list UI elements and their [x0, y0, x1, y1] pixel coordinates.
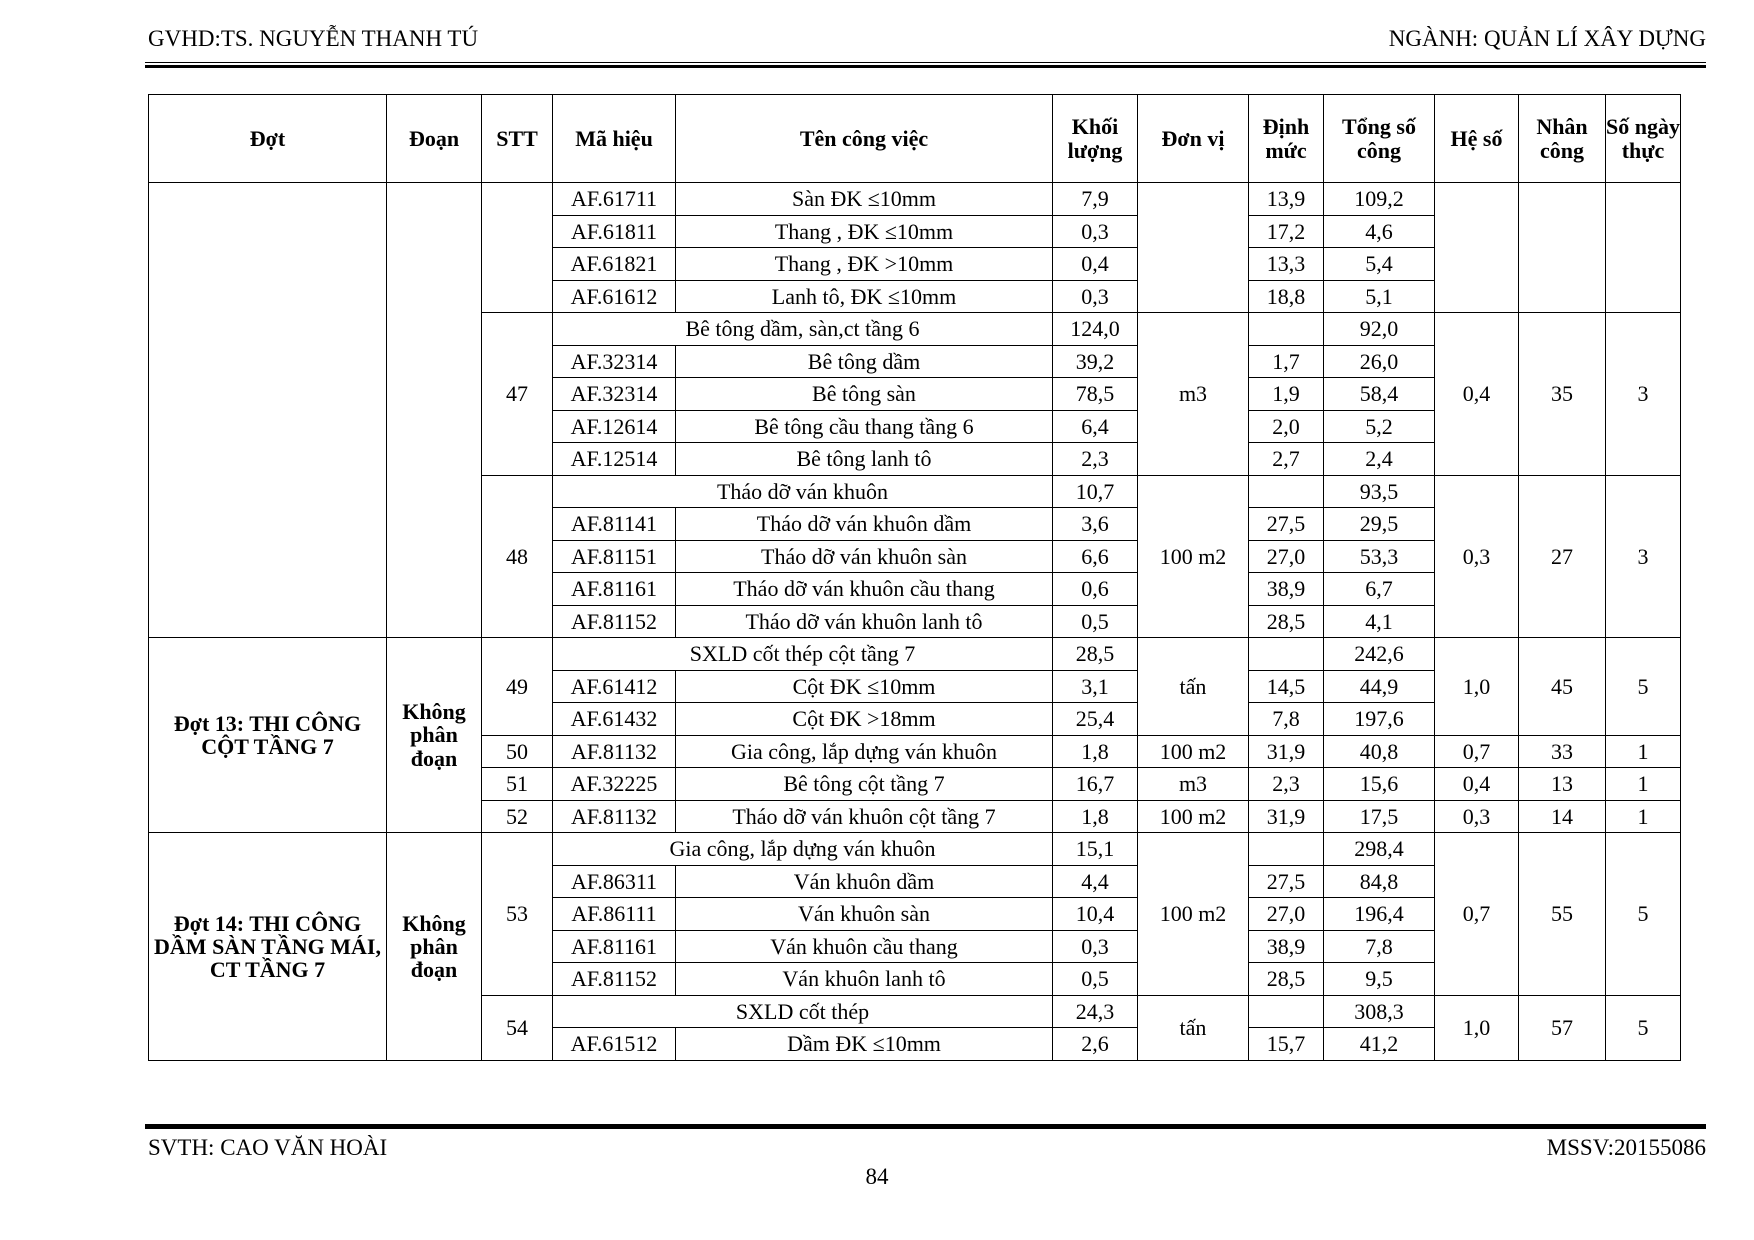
total-cell: 109,2 — [1324, 183, 1435, 216]
code-cell: AF.61512 — [553, 1028, 676, 1061]
quantity-cell: 16,7 — [1053, 768, 1138, 801]
code-cell: AF.81132 — [553, 800, 676, 833]
footer-rule — [145, 1124, 1706, 1129]
unit-cell: 100 m2 — [1138, 735, 1249, 768]
doan-cell: Không phân đoạn — [387, 833, 482, 1061]
norm-cell: 2,0 — [1249, 410, 1324, 443]
unit-cell: 100 m2 — [1138, 800, 1249, 833]
task-cell: Ván khuôn dầm — [676, 865, 1053, 898]
norm-cell: 31,9 — [1249, 800, 1324, 833]
quantity-cell: 0,4 — [1053, 248, 1138, 281]
total-cell: 7,8 — [1324, 930, 1435, 963]
table-header-row — [149, 95, 1681, 183]
code-cell: AF.81132 — [553, 735, 676, 768]
code-cell: AF.32314 — [553, 378, 676, 411]
task-cell: Ván khuôn cầu thang — [676, 930, 1053, 963]
quantity-cell: 6,6 — [1053, 540, 1138, 573]
unit-cell: tấn — [1138, 995, 1249, 1060]
task-cell: Bê tông sàn — [676, 378, 1053, 411]
code-cell: AF.32314 — [553, 345, 676, 378]
quantity-cell: 0,3 — [1053, 280, 1138, 313]
quantity-cell: 3,1 — [1053, 670, 1138, 703]
total-cell: 5,2 — [1324, 410, 1435, 443]
norm-cell: 2,7 — [1249, 443, 1324, 476]
total-cell: 308,3 — [1324, 995, 1435, 1028]
unit-cell: tấn — [1138, 638, 1249, 736]
coef-cell: 1,0 — [1435, 995, 1519, 1060]
total-cell: 26,0 — [1324, 345, 1435, 378]
workers-cell: 27 — [1519, 475, 1606, 638]
stt-cell: 47 — [482, 313, 553, 476]
workers-cell: 55 — [1519, 833, 1606, 996]
norm-cell: 31,9 — [1249, 735, 1324, 768]
days-cell: 1 — [1606, 768, 1681, 801]
group-task-cell: SXLD cốt thép cột tầng 7 — [553, 638, 1053, 671]
quantity-cell: 25,4 — [1053, 703, 1138, 736]
norm-cell: 13,3 — [1249, 248, 1324, 281]
code-cell: AF.61432 — [553, 703, 676, 736]
doan-cell-continued — [387, 183, 482, 638]
code-cell: AF.61612 — [553, 280, 676, 313]
footer-student-id: MSSV:20155086 — [1546, 1135, 1706, 1160]
norm-cell: 28,5 — [1249, 605, 1324, 638]
total-cell: 197,6 — [1324, 703, 1435, 736]
coef-cell: 0,7 — [1435, 735, 1519, 768]
quantity-cell: 2,6 — [1053, 1028, 1138, 1061]
task-cell: Bê tông dầm — [676, 345, 1053, 378]
col-header-days: Số ngày thực — [1606, 95, 1681, 183]
table-row — [149, 183, 1681, 216]
quantity-cell: 0,5 — [1053, 605, 1138, 638]
quantity-cell: 2,3 — [1053, 443, 1138, 476]
total-cell: 2,4 — [1324, 443, 1435, 476]
total-cell: 17,5 — [1324, 800, 1435, 833]
task-cell: Gia công, lắp dựng ván khuôn — [676, 735, 1053, 768]
task-cell: Ván khuôn lanh tô — [676, 963, 1053, 996]
code-cell: AF.81161 — [553, 930, 676, 963]
header-advisor: GVHD:TS. NGUYỄN THANH TÚ — [148, 26, 479, 51]
code-cell: AF.61821 — [553, 248, 676, 281]
total-cell: 5,4 — [1324, 248, 1435, 281]
unit-cell: m3 — [1138, 313, 1249, 476]
col-header-doan: Đoạn — [387, 95, 482, 183]
stt-cell: 53 — [482, 833, 553, 996]
quantity-cell: 7,9 — [1053, 183, 1138, 216]
norm-cell: 27,0 — [1249, 898, 1324, 931]
header-major: NGÀNH: QUẢN LÍ XÂY DỰNG — [1388, 26, 1706, 51]
total-cell: 9,5 — [1324, 963, 1435, 996]
norm-cell: 1,9 — [1249, 378, 1324, 411]
task-cell: Thang , ĐK ≤10mm — [676, 215, 1053, 248]
workers-cell: 35 — [1519, 313, 1606, 476]
days-cell: 5 — [1606, 638, 1681, 736]
quantity-cell: 0,6 — [1053, 573, 1138, 606]
task-cell: Bê tông cột tầng 7 — [676, 768, 1053, 801]
unit-cell: 100 m2 — [1138, 833, 1249, 996]
col-header-stt: STT — [482, 95, 553, 183]
quantity-cell: 24,3 — [1053, 995, 1138, 1028]
coef-cell: 0,4 — [1435, 313, 1519, 476]
col-header-norm: Định mức — [1249, 95, 1324, 183]
norm-cell — [1249, 638, 1324, 671]
task-cell: Tháo dỡ ván khuôn sàn — [676, 540, 1053, 573]
days-cell: 1 — [1606, 735, 1681, 768]
norm-cell: 27,5 — [1249, 865, 1324, 898]
workers-cell: 14 — [1519, 800, 1606, 833]
stt-cell: 54 — [482, 995, 553, 1060]
norm-cell: 15,7 — [1249, 1028, 1324, 1061]
total-cell: 196,4 — [1324, 898, 1435, 931]
code-cell: AF.81152 — [553, 605, 676, 638]
quantity-cell: 6,4 — [1053, 410, 1138, 443]
norm-cell: 17,2 — [1249, 215, 1324, 248]
stt-cell: 50 — [482, 735, 553, 768]
task-cell: Cột ĐK ≤10mm — [676, 670, 1053, 703]
task-cell: Cột ĐK >18mm — [676, 703, 1053, 736]
norm-cell — [1249, 833, 1324, 866]
quantity-cell: 0,3 — [1053, 215, 1138, 248]
coef-cell: 0,3 — [1435, 475, 1519, 638]
code-cell: AF.81152 — [553, 963, 676, 996]
workers-cell: 45 — [1519, 638, 1606, 736]
task-cell: Tháo dỡ ván khuôn lanh tô — [676, 605, 1053, 638]
total-cell: 5,1 — [1324, 280, 1435, 313]
total-cell: 6,7 — [1324, 573, 1435, 606]
total-cell: 242,6 — [1324, 638, 1435, 671]
stt-cell: 52 — [482, 800, 553, 833]
quantity-cell: 15,1 — [1053, 833, 1138, 866]
quantity-cell: 4,4 — [1053, 865, 1138, 898]
code-cell: AF.61711 — [553, 183, 676, 216]
quantity-cell: 10,4 — [1053, 898, 1138, 931]
days-cell: 5 — [1606, 833, 1681, 996]
group-task-cell: SXLD cốt thép — [553, 995, 1053, 1028]
total-cell: 298,4 — [1324, 833, 1435, 866]
col-header-workers: Nhân công — [1519, 95, 1606, 183]
quantity-cell: 0,3 — [1053, 930, 1138, 963]
unit-cell: 100 m2 — [1138, 475, 1249, 638]
task-cell: Ván khuôn sàn — [676, 898, 1053, 931]
code-cell: AF.81151 — [553, 540, 676, 573]
quantity-cell: 0,5 — [1053, 963, 1138, 996]
dot-14-cell: Đợt 14: THI CÔNG DẦM SÀN TẦNG MÁI, CT TẦNG 7 — [149, 833, 387, 1061]
norm-cell — [1249, 995, 1324, 1028]
coef-cell: 0,7 — [1435, 833, 1519, 996]
task-cell: Tháo dỡ ván khuôn dầm — [676, 508, 1053, 541]
dot-13-cell: Đợt 13: THI CÔNG CỘT TẦNG 7 — [149, 638, 387, 833]
col-header-unit: Đơn vị — [1138, 95, 1249, 183]
workers-cell: 57 — [1519, 995, 1606, 1060]
task-cell: Tháo dỡ ván khuôn cầu thang — [676, 573, 1053, 606]
col-header-quantity: Khối lượng — [1053, 95, 1138, 183]
coef-cell: 1,0 — [1435, 638, 1519, 736]
norm-cell: 27,5 — [1249, 508, 1324, 541]
total-cell: 40,8 — [1324, 735, 1435, 768]
total-cell: 84,8 — [1324, 865, 1435, 898]
workers-cell: 13 — [1519, 768, 1606, 801]
code-cell: AF.81161 — [553, 573, 676, 606]
dot-cell-continued — [149, 183, 387, 638]
code-cell: AF.81141 — [553, 508, 676, 541]
total-cell: 53,3 — [1324, 540, 1435, 573]
quantity-cell: 10,7 — [1053, 475, 1138, 508]
code-cell: AF.86311 — [553, 865, 676, 898]
total-cell: 44,9 — [1324, 670, 1435, 703]
norm-cell: 27,0 — [1249, 540, 1324, 573]
group-task-cell: Tháo dỡ ván khuôn — [553, 475, 1053, 508]
norm-cell: 1,7 — [1249, 345, 1324, 378]
quantity-cell: 1,8 — [1053, 735, 1138, 768]
quantity-cell: 1,8 — [1053, 800, 1138, 833]
norm-cell — [1249, 313, 1324, 346]
norm-cell: 38,9 — [1249, 573, 1324, 606]
norm-cell: 38,9 — [1249, 930, 1324, 963]
norm-cell — [1249, 475, 1324, 508]
coef-cell: 0,4 — [1435, 768, 1519, 801]
days-cell: 3 — [1606, 475, 1681, 638]
quantity-cell: 28,5 — [1053, 638, 1138, 671]
coef-cell: 0,3 — [1435, 800, 1519, 833]
quantity-cell: 124,0 — [1053, 313, 1138, 346]
total-cell: 58,4 — [1324, 378, 1435, 411]
total-cell: 92,0 — [1324, 313, 1435, 346]
task-cell: Lanh tô, ĐK ≤10mm — [676, 280, 1053, 313]
total-cell: 4,6 — [1324, 215, 1435, 248]
quantity-cell: 3,6 — [1053, 508, 1138, 541]
task-cell: Bê tông cầu thang tầng 6 — [676, 410, 1053, 443]
days-cell: 1 — [1606, 800, 1681, 833]
col-header-task: Tên công việc — [676, 95, 1053, 183]
task-cell: Dầm ĐK ≤10mm — [676, 1028, 1053, 1061]
table-row-group-summary — [149, 638, 1681, 671]
doan-cell: Không phân đoạn — [387, 638, 482, 833]
norm-cell: 13,9 — [1249, 183, 1324, 216]
coef-cell-continued — [1435, 183, 1519, 313]
days-cell: 3 — [1606, 313, 1681, 476]
total-cell: 41,2 — [1324, 1028, 1435, 1061]
quantity-cell: 78,5 — [1053, 378, 1138, 411]
group-task-cell: Bê tông dầm, sàn,ct tầng 6 — [553, 313, 1053, 346]
col-header-dot: Đợt — [149, 95, 387, 183]
quantity-cell: 39,2 — [1053, 345, 1138, 378]
norm-cell: 18,8 — [1249, 280, 1324, 313]
code-cell: AF.12514 — [553, 443, 676, 476]
task-cell: Thang , ĐK >10mm — [676, 248, 1053, 281]
page-number: 84 — [865, 1164, 889, 1189]
task-cell: Sàn ĐK ≤10mm — [676, 183, 1053, 216]
workers-cell-continued — [1519, 183, 1606, 313]
task-cell: Tháo dỡ ván khuôn cột tầng 7 — [676, 800, 1053, 833]
norm-cell: 14,5 — [1249, 670, 1324, 703]
header-rule — [145, 62, 1706, 63]
stt-cell: 49 — [482, 638, 553, 736]
col-header-coefficient: Hệ số — [1435, 95, 1519, 183]
workers-cell: 33 — [1519, 735, 1606, 768]
labor-schedule-table — [148, 94, 1681, 1061]
stt-cell-continued — [482, 183, 553, 313]
total-cell: 29,5 — [1324, 508, 1435, 541]
group-task-cell: Gia công, lắp dựng ván khuôn — [553, 833, 1053, 866]
days-cell-continued — [1606, 183, 1681, 313]
norm-cell: 2,3 — [1249, 768, 1324, 801]
code-cell: AF.12614 — [553, 410, 676, 443]
col-header-code: Mã hiệu — [553, 95, 676, 183]
norm-cell: 7,8 — [1249, 703, 1324, 736]
stt-cell: 51 — [482, 768, 553, 801]
total-cell: 93,5 — [1324, 475, 1435, 508]
stt-cell: 48 — [482, 475, 553, 638]
col-header-total-labor: Tổng số công — [1324, 95, 1435, 183]
task-cell: Bê tông lanh tô — [676, 443, 1053, 476]
code-cell: AF.32225 — [553, 768, 676, 801]
total-cell: 4,1 — [1324, 605, 1435, 638]
days-cell: 5 — [1606, 995, 1681, 1060]
unit-cell-continued — [1138, 183, 1249, 313]
code-cell: AF.61412 — [553, 670, 676, 703]
norm-cell: 28,5 — [1249, 963, 1324, 996]
unit-cell: m3 — [1138, 768, 1249, 801]
table-row-group-summary — [149, 833, 1681, 866]
footer-student: SVTH: CAO VĂN HOÀI — [148, 1135, 388, 1160]
total-cell: 15,6 — [1324, 768, 1435, 801]
code-cell: AF.61811 — [553, 215, 676, 248]
code-cell: AF.86111 — [553, 898, 676, 931]
header-rule-thick — [145, 65, 1706, 68]
